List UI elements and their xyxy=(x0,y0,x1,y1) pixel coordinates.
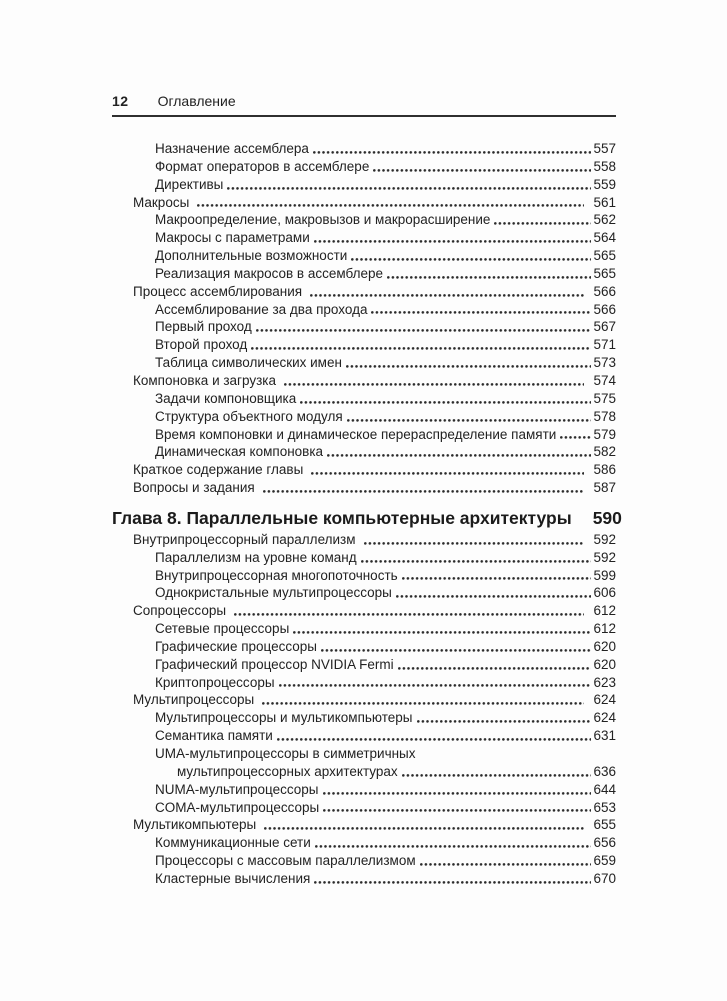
entry-title: Мультипроцессоры xyxy=(133,692,255,708)
toc-entry xyxy=(112,176,616,194)
toc-entry xyxy=(112,479,616,497)
toc-entry xyxy=(112,870,616,888)
entry-title: Криптопроцессоры xyxy=(155,674,275,690)
entry-title: Реализация макросов в ассемблере xyxy=(155,265,384,281)
dot-leader-icon xyxy=(256,329,592,332)
entry-title: Вопросы и задания xyxy=(133,480,255,496)
entry-title: Внутрипроцессорная многопоточность xyxy=(155,567,398,583)
toc-entry xyxy=(112,567,616,585)
entry-page-number: 566 xyxy=(593,283,616,299)
entry-title: Однокристальные мультипроцессоры xyxy=(155,585,392,601)
dot-leader-icon xyxy=(402,774,592,777)
entry-title: UMA-мультипроцессоры в симметричных xyxy=(155,746,416,761)
dot-leader-icon xyxy=(327,454,591,457)
entry-title: Макросы с параметрами xyxy=(155,230,310,246)
toc-entry xyxy=(112,781,616,799)
toc-entry xyxy=(112,461,616,479)
entry-page-number: 586 xyxy=(593,462,616,478)
toc-entry xyxy=(112,602,616,620)
entry-title: Мультикомпьютеры xyxy=(133,817,257,833)
entry-title: Макросы xyxy=(133,194,190,210)
entry-page-number: 575 xyxy=(593,390,616,406)
toc-entry xyxy=(112,584,616,602)
entry-title: Задачи компоновщика xyxy=(155,390,297,406)
toc-entry xyxy=(112,336,616,354)
dot-leader-icon xyxy=(420,863,592,866)
toc-entry xyxy=(112,372,616,390)
dot-leader-icon xyxy=(361,560,592,563)
dot-leader-icon xyxy=(293,631,591,634)
dot-leader-icon xyxy=(371,311,591,314)
toc-entry xyxy=(112,390,616,408)
page-number: 12 xyxy=(112,93,129,109)
toc-entry xyxy=(112,247,616,265)
entry-page-number: 592 xyxy=(593,531,616,547)
entry-title: Краткое содержание главы xyxy=(133,462,304,478)
dot-leader-icon xyxy=(314,240,592,243)
entry-title: Внутрипроцессорный параллелизм xyxy=(133,531,356,547)
dot-leader-icon xyxy=(398,667,592,670)
entry-title-continuation: мультипроцессорных архитектурах xyxy=(177,763,398,779)
entry-page-number: 561 xyxy=(593,194,616,210)
toc-entry xyxy=(112,426,616,444)
toc-entry xyxy=(112,620,616,638)
toc-entry xyxy=(112,799,616,817)
dot-leader-icon xyxy=(234,613,584,616)
entry-page-number: 656 xyxy=(593,835,616,851)
toc-entry xyxy=(112,140,616,158)
toc-entry xyxy=(112,727,616,745)
entry-page-number: 582 xyxy=(593,444,616,460)
toc-entry xyxy=(112,443,616,461)
toc-entry xyxy=(112,745,616,763)
entry-title: Первый проход xyxy=(155,319,252,335)
entry-page-number: 624 xyxy=(593,710,616,726)
entry-title: Второй проход xyxy=(155,337,248,353)
dot-leader-icon xyxy=(351,258,591,261)
toc-entry xyxy=(112,318,616,336)
toc-entry xyxy=(112,531,616,549)
entry-title: Процесс ассемблирования xyxy=(133,283,303,299)
toc-entry xyxy=(112,283,616,301)
entry-page-number: 592 xyxy=(593,549,616,565)
entry-title: Кластерные вычисления xyxy=(155,870,311,886)
entry-title: Ассемблирование за два прохода xyxy=(155,301,368,317)
entry-page-number: 558 xyxy=(593,158,616,174)
entry-page-number: 574 xyxy=(593,372,616,388)
entry-title: Структура объектного модуля xyxy=(155,408,343,424)
entry-title: NUMA-мультипроцессоры xyxy=(155,781,319,797)
entry-page-number: 559 xyxy=(593,176,616,192)
dot-leader-icon xyxy=(227,187,591,190)
entry-title: Сопроцессоры xyxy=(133,603,227,619)
entry-page-number: 659 xyxy=(593,853,616,869)
entry-page-number: 631 xyxy=(593,728,616,744)
entry-title: Графические процессоры xyxy=(155,638,317,654)
entry-page-number: 624 xyxy=(593,692,616,708)
dot-leader-icon xyxy=(264,827,584,830)
dot-leader-icon xyxy=(314,881,591,884)
toc-entry xyxy=(112,194,616,212)
entry-title: Таблица символических имен xyxy=(155,355,342,371)
header-rule xyxy=(112,115,616,117)
dot-leader-icon xyxy=(402,577,592,580)
toc-entry xyxy=(112,301,616,319)
toc-entry xyxy=(112,265,616,283)
entry-title: Директивы xyxy=(155,176,224,192)
toc-entry xyxy=(112,638,616,656)
dot-leader-icon xyxy=(251,347,591,350)
dot-leader-icon xyxy=(279,684,592,687)
entry-page-number: 564 xyxy=(593,230,616,246)
dot-leader-icon xyxy=(263,490,585,493)
chapter-title: Глава 8. Параллельные компьютерные архитектуры xyxy=(112,507,572,528)
dot-leader-icon xyxy=(310,294,584,297)
entry-page-number: 573 xyxy=(593,355,616,371)
dot-leader-icon xyxy=(347,419,592,422)
entry-page-number: 579 xyxy=(593,426,616,442)
dot-leader-icon xyxy=(560,436,591,439)
entry-page-number: 655 xyxy=(593,817,616,833)
entry-page-number: 578 xyxy=(593,408,616,424)
dot-leader-icon xyxy=(300,401,591,404)
toc-entry xyxy=(112,709,616,727)
toc-entry xyxy=(112,354,616,372)
entry-title: Дополнительные возможности xyxy=(155,248,348,264)
dot-leader-icon xyxy=(284,383,584,386)
toc-entry-continuation xyxy=(112,763,616,781)
entry-page-number: 562 xyxy=(593,212,616,228)
dot-leader-icon xyxy=(364,542,585,545)
running-head: Оглавление xyxy=(157,93,236,109)
toc-entry xyxy=(112,158,616,176)
toc-entry xyxy=(112,549,616,567)
page-header xyxy=(112,93,616,109)
toc-entry xyxy=(112,408,616,426)
entry-page-number: 571 xyxy=(593,337,616,353)
toc-chapter-heading xyxy=(112,507,622,529)
entry-title: Графический процессор NVIDIA Fermi xyxy=(155,656,394,672)
entry-title: Коммуникационные сети xyxy=(155,835,311,851)
toc-entry xyxy=(112,834,616,852)
toc-entry xyxy=(112,211,616,229)
entry-title: Мультипроцессоры и мультикомпьютеры xyxy=(155,710,413,726)
entry-page-number: 612 xyxy=(593,603,616,619)
toc-entry xyxy=(112,674,616,692)
dot-leader-icon xyxy=(262,702,584,705)
entry-page-number: 599 xyxy=(593,567,616,583)
entry-title: Семантика памяти xyxy=(155,728,273,744)
entry-page-number: 587 xyxy=(593,480,616,496)
entry-page-number: 612 xyxy=(593,621,616,637)
toc-entry xyxy=(112,816,616,834)
toc-entry xyxy=(112,852,616,870)
dot-leader-icon xyxy=(373,169,591,172)
dot-leader-icon xyxy=(346,365,592,368)
toc-entry xyxy=(112,691,616,709)
entry-page-number: 653 xyxy=(593,799,616,815)
dot-leader-icon xyxy=(323,792,592,795)
entry-page-number: 623 xyxy=(593,674,616,690)
entry-title: Динамическая компоновка xyxy=(155,444,324,460)
dot-leader-icon xyxy=(494,222,591,225)
dot-leader-icon xyxy=(396,595,592,598)
table-of-contents xyxy=(112,140,622,888)
entry-page-number: 557 xyxy=(593,141,616,156)
dot-leader-icon xyxy=(417,720,592,723)
entry-page-number: 567 xyxy=(593,319,616,335)
entry-title: Сетевые процессоры xyxy=(155,621,290,637)
entry-title: Компоновка и загрузка xyxy=(133,372,276,388)
entry-page-number: 565 xyxy=(593,248,616,264)
entry-title: COMA-мультипроцессоры xyxy=(155,799,320,815)
entry-title: Параллелизм на уровне команд xyxy=(155,549,357,565)
chapter-page-number: 590 xyxy=(592,507,622,528)
entry-title: Процессоры с массовым параллелизмом xyxy=(155,853,416,869)
entry-title: Макроопределение, макровызов и макрорасширение xyxy=(155,212,491,228)
dot-leader-icon xyxy=(321,649,591,652)
dot-leader-icon xyxy=(313,151,592,154)
entry-title: Время компоновки и динамическое перераспределение памяти xyxy=(155,426,557,442)
entry-page-number: 670 xyxy=(593,870,616,886)
toc-entry xyxy=(112,656,616,674)
entry-page-number: 566 xyxy=(593,301,616,317)
entry-page-number: 565 xyxy=(593,265,616,281)
entry-page-number: 606 xyxy=(593,585,616,601)
dot-leader-icon xyxy=(197,204,584,207)
entry-title: Назначение ассемблера xyxy=(155,141,309,156)
entry-title: Формат операторов в ассемблере xyxy=(155,158,370,174)
entry-page-number: 636 xyxy=(593,763,616,779)
dot-leader-icon xyxy=(311,472,584,475)
toc-entry xyxy=(112,229,616,247)
dot-leader-icon xyxy=(387,276,591,279)
dot-leader-icon xyxy=(323,809,591,812)
entry-page-number: 620 xyxy=(593,656,616,672)
entry-page-number: 620 xyxy=(593,638,616,654)
entry-page-number: 644 xyxy=(593,781,616,797)
dot-leader-icon xyxy=(315,845,592,848)
dot-leader-icon xyxy=(277,738,592,741)
